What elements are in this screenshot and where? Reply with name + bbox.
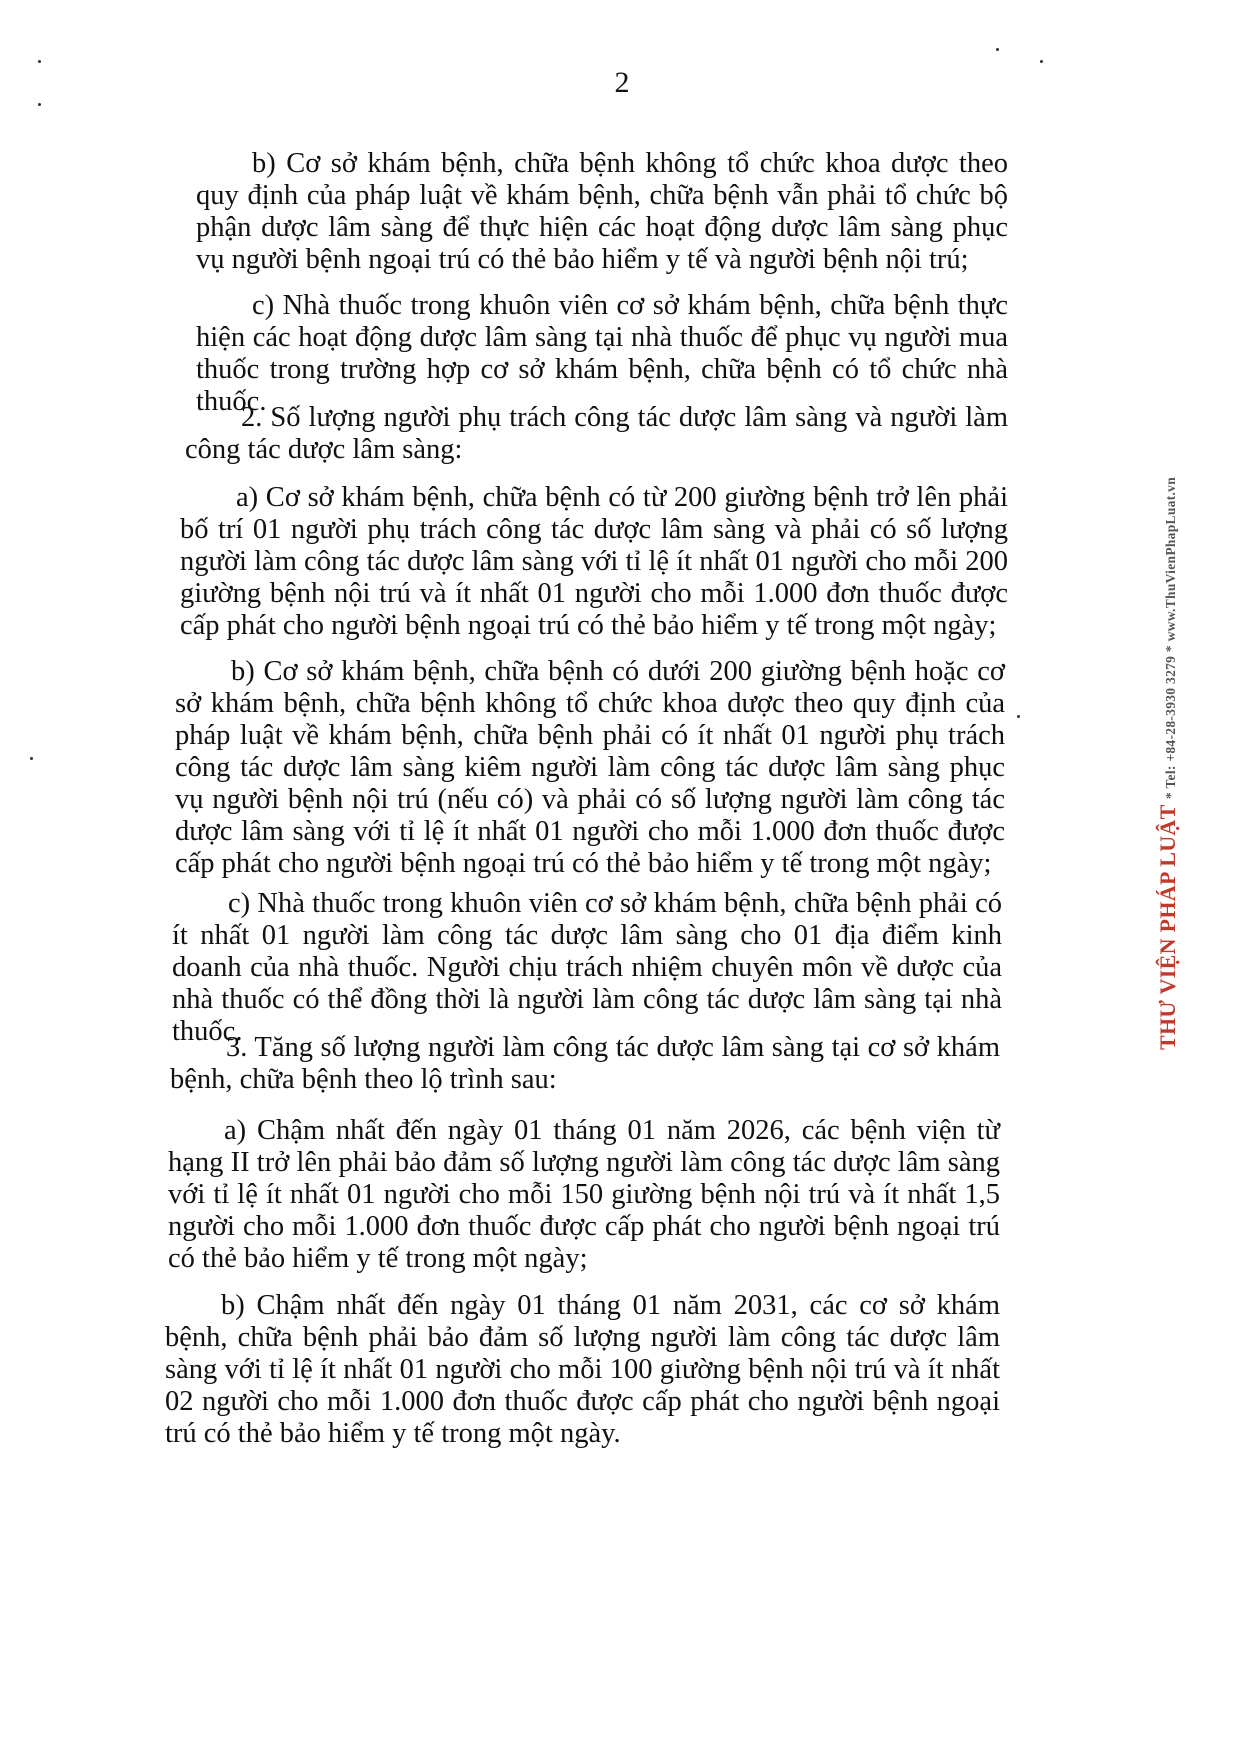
watermark-contact: * Tel: +84-28-3930 3279 * www.ThuVienPhapLuat.vn bbox=[1163, 476, 1178, 799]
watermark-brand: THƯ VIỆN PHÁP LUẬT bbox=[1155, 804, 1180, 1050]
paragraph-2 bbox=[185, 402, 1008, 466]
paragraph-2c bbox=[172, 888, 1002, 1048]
paragraph-text: c) Nhà thuốc trong khuôn viên cơ sở khám bệnh, chữa bệnh phải có ít nhất 01 người làm công tác dược lâm sàng cho 01 địa điểm kinh doanh của nhà thuốc. Người chịu trách nhiệm chuyên môn về dược của nhà thuốc có thể đồng thời là người làm công tác dược lâm sàng tại nhà thuốc. bbox=[172, 888, 1002, 1047]
paragraph-3b bbox=[165, 1290, 1000, 1450]
paragraph-text: 2. Số lượng người phụ trách công tác dược lâm sàng và người làm công tác dược lâm sàng: bbox=[185, 402, 1008, 465]
scan-speck bbox=[30, 757, 33, 760]
paragraph-1b bbox=[196, 148, 1008, 276]
page-number: 2 bbox=[614, 66, 630, 99]
paragraph-text: a) Cơ sở khám bệnh, chữa bệnh có từ 200 giường bệnh trở lên phải bố trí 01 người phụ trách công tác dược lâm sàng và phải có số lượng người làm công tác dược lâm sàng với tỉ lệ ít nhất 01 người cho mỗi 200 giường bệnh nội trú và ít nhất 01 người cho mỗi 1.000 đơn thuốc được cấp phát cho người bệnh ngoại trú có thẻ bảo hiểm y tế trong một ngày; bbox=[180, 482, 1008, 641]
scan-speck bbox=[38, 60, 41, 63]
paragraph-3 bbox=[170, 1032, 1000, 1096]
paragraph-text: b) Chậm nhất đến ngày 01 tháng 01 năm 2031, các cơ sở khám bệnh, chữa bệnh phải bảo đảm số lượng người làm công tác dược lâm sàng với tỉ lệ ít nhất 01 người cho mỗi 100 giường bệnh nội trú và ít nhất 02 người cho mỗi 1.000 đơn thuốc được cấp phát cho người bệnh ngoại trú có thẻ bảo hiểm y tế trong một ngày. bbox=[165, 1290, 1000, 1449]
paragraph-2b bbox=[175, 656, 1005, 880]
paragraph-text: 3. Tăng số lượng người làm công tác dược lâm sàng tại cơ sở khám bệnh, chữa bệnh theo lộ trình sau: bbox=[170, 1032, 1000, 1095]
paragraph-text: c) Nhà thuốc trong khuôn viên cơ sở khám bệnh, chữa bệnh thực hiện các hoạt động dược lâm sàng tại nhà thuốc để phục vụ người mua thuốc trong trường hợp cơ sở khám bệnh, chữa bệnh có tổ chức nhà thuốc. bbox=[196, 290, 1008, 417]
watermark bbox=[1155, 350, 1181, 1050]
paragraph-text: b) Cơ sở khám bệnh, chữa bệnh có dưới 200 giường bệnh hoặc cơ sở khám bệnh, chữa bệnh không tổ chức khoa dược theo quy định của pháp luật về khám bệnh, chữa bệnh phải có ít nhất 01 người phụ trách công tác dược lâm sàng kiêm người làm công tác dược lâm sàng phục vụ người bệnh nội trú (nếu có) và phải có số lượng người làm công tác dược lâm sàng với tỉ lệ ít nhất 01 người cho mỗi 1.000 đơn thuốc được cấp phát cho người bệnh ngoại trú có thẻ bảo hiểm y tế trong một ngày; bbox=[175, 656, 1005, 879]
scan-speck bbox=[1017, 715, 1020, 718]
paragraph-3a bbox=[168, 1115, 1000, 1275]
paragraph-2a bbox=[180, 482, 1008, 642]
scan-speck bbox=[996, 48, 999, 51]
scan-speck bbox=[1040, 60, 1043, 63]
scan-speck bbox=[38, 103, 41, 106]
paragraph-text: a) Chậm nhất đến ngày 01 tháng 01 năm 2026, các bệnh viện từ hạng II trở lên phải bảo đảm số lượng người làm công tác dược lâm sàng với tỉ lệ ít nhất 01 người cho mỗi 150 giường bệnh nội trú và ít nhất 1,5 người cho mỗi 1.000 đơn thuốc được cấp phát cho người bệnh ngoại trú có thẻ bảo hiểm y tế trong một ngày; bbox=[168, 1115, 1000, 1274]
paragraph-1c bbox=[196, 290, 1008, 418]
paragraph-text: b) Cơ sở khám bệnh, chữa bệnh không tổ chức khoa dược theo quy định của pháp luật về khám bệnh, chữa bệnh vẫn phải tổ chức bộ phận dược lâm sàng để thực hiện các hoạt động dược lâm sàng phục vụ người bệnh ngoại trú có thẻ bảo hiểm y tế và người bệnh nội trú; bbox=[196, 148, 1008, 275]
